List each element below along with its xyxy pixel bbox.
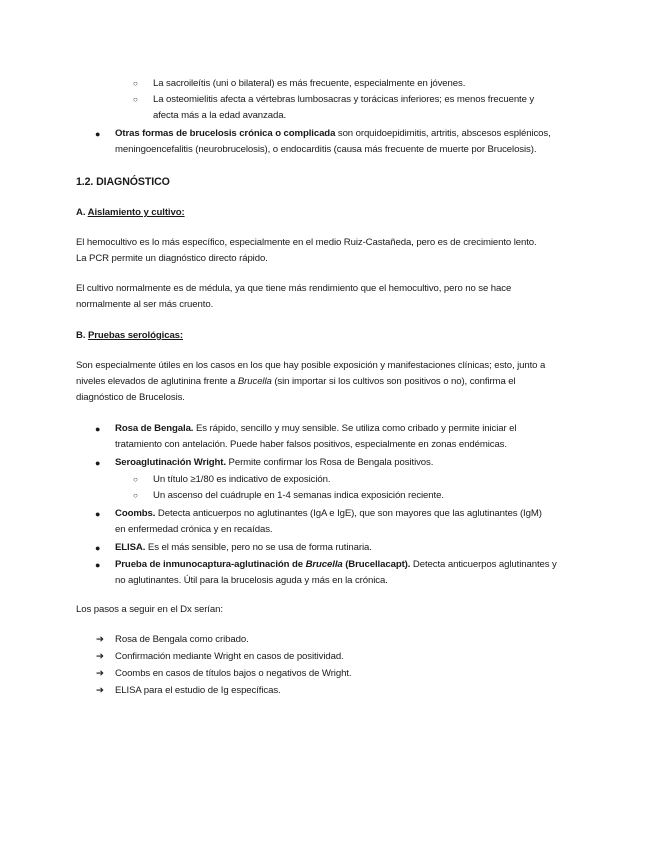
paragraph: niveles elevados de aglutinina frente a Brucella (sin importar si los cultivos son positivos o no), confirma el <box>76 376 516 387</box>
arrow-bullet-icon: ➔ <box>96 685 105 696</box>
section-heading: 1.2. DIAGNÓSTICO <box>76 176 170 188</box>
disc-bullet-icon: ● <box>95 509 101 519</box>
list-item: Seroaglutinación Wright. Permite confirmar los Rosa de Bengala positivos. <box>115 457 434 468</box>
arrow-bullet-icon: ➔ <box>96 651 105 662</box>
disc-bullet-icon: ● <box>95 458 101 468</box>
paragraph: diagnóstico de Brucelosis. <box>76 392 185 403</box>
list-item: Rosa de Bengala. Es rápido, sencillo y muy sensible. Se utiliza como cribado y permite iniciar el <box>115 423 517 434</box>
circle-bullet-icon: ○ <box>133 475 138 484</box>
sub-bullet-text: Un ascenso del cuádruple en 1-4 semanas indica exposición reciente. <box>153 490 444 501</box>
list-item: Prueba de inmunocaptura-aglutinación de Brucella (Brucellacapt). Detecta anticuerpos aglutinantes y <box>115 559 557 570</box>
paragraph: El hemocultivo es lo más específico, especialmente en el medio Ruiz-Castañeda, pero es de crecimiento lento. <box>76 237 537 248</box>
bullet-text: Otras formas de brucelosis crónica o complicada son orquidoepidimitis, artritis, abscesos esplénicos, <box>115 128 551 139</box>
list-item-cont: no aglutinantes. Útil para la brucelosis aguda y más en la crónica. <box>115 575 388 586</box>
list-item: Coombs. Detecta anticuerpos no aglutinantes (IgA e IgE), que son mayores que las aglutinantes (IgM) <box>115 508 542 519</box>
list-item-cont: tratamiento con antelación. Puede haber falsos positivos, especialmente en zonas endémicas. <box>115 439 507 450</box>
arrow-bullet-icon: ➔ <box>96 668 105 679</box>
paragraph: normalmente al ser más cruento. <box>76 299 214 310</box>
subsection-title-b: B. Pruebas serológicas: <box>76 330 184 341</box>
paragraph: El cultivo normalmente es de médula, ya que tiene más rendimiento que el hemocultivo, pero no se hace <box>76 283 512 294</box>
sub-bullet-text: La osteomielitis afecta a vértebras lumbosacras y torácicas inferiores; es menos frecuente y <box>153 94 535 105</box>
bullet-text-cont: meningoencefalitis (neurobrucelosis), o endocarditis (causa más frecuente de muerte por Brucelosis). <box>115 144 537 155</box>
sub-bullet-text: Un título ≥1/80 es indicativo de exposición. <box>153 474 331 485</box>
arrow-bullet-icon: ➔ <box>96 634 105 645</box>
step-item: Rosa de Bengala como cribado. <box>115 634 249 645</box>
step-item: ELISA para el estudio de Ig específicas. <box>115 685 281 696</box>
step-item: Coombs en casos de títulos bajos o negativos de Wright. <box>115 668 352 679</box>
paragraph: La PCR permite un diagnóstico directo rápido. <box>76 253 268 264</box>
circle-bullet-icon: ○ <box>133 491 138 500</box>
circle-bullet-icon: ○ <box>133 79 138 88</box>
list-item: ELISA. Es el más sensible, pero no se usa de forma rutinaria. <box>115 542 372 553</box>
paragraph: Son especialmente útiles en los casos en los que hay posible exposición y manifestaciones clínicas; esto, junto a <box>76 360 546 371</box>
sub-bullet-text: La sacroileítis (uni o bilateral) es más frecuente, especialmente en jóvenes. <box>153 78 466 89</box>
disc-bullet-icon: ● <box>95 543 101 553</box>
step-item: Confirmación mediante Wright en casos de positividad. <box>115 651 344 662</box>
disc-bullet-icon: ● <box>95 560 101 570</box>
circle-bullet-icon: ○ <box>133 95 138 104</box>
steps-intro: Los pasos a seguir en el Dx serían: <box>76 604 223 615</box>
list-item-cont: en enfermedad crónica y en recaídas. <box>115 524 273 535</box>
subsection-title-a: A. Aislamiento y cultivo: <box>76 207 185 218</box>
disc-bullet-icon: ● <box>95 129 101 139</box>
sub-bullet-text-cont: afecta más a la edad avanzada. <box>153 110 287 121</box>
disc-bullet-icon: ● <box>95 424 101 434</box>
